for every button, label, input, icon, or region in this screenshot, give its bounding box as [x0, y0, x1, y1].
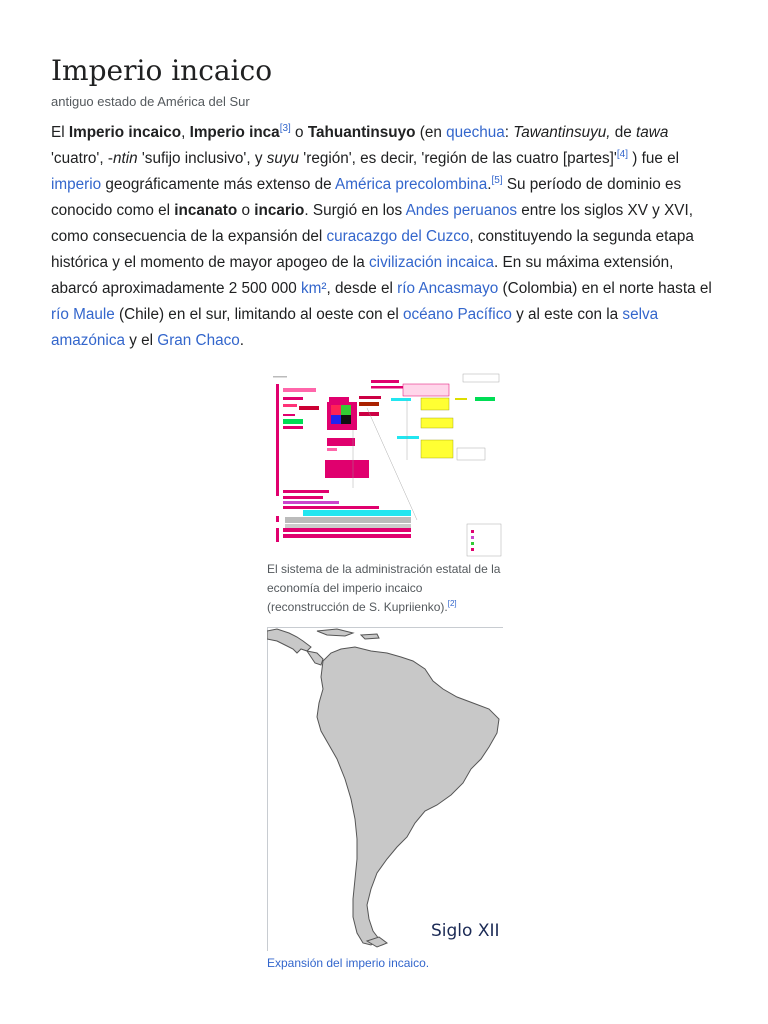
link-km2[interactable]: km² [301, 280, 327, 297]
map-caption: Expansión del imperio incaico. [267, 956, 430, 970]
ref-4-link[interactable]: [4] [616, 149, 628, 160]
link-america-precolombina[interactable]: América precolombina [335, 176, 488, 193]
link-oceano-pacifico[interactable]: océano Pacífico [403, 306, 512, 323]
intro-paragraph: El Imperio incaico, Imperio inca[3] o Tahuantinsuyo (en quechua: Tawantinsuyu, de tawa 'cuatro', -ntin 'sufijo inclusivo', y suyu 'región', es decir, 'región de las cuatro [partes]'[4] ) fue el imperio geográficamente más extenso de América precolombina.[5] Su período de dominio es conocido como el incanato o incario. Surgió en los Andes peruanos entre los siglos XV y XVI, como consecuencia de la expansión del curacazgo del Cuzco, constituyendo la segunda etapa histórica y el momento de mayor apogeo de la civilización incaica. En su máxima extensión, abarcó aproximadamente 2 500 000 km², desde el río Ancasmayo (Colombia) en el norte hasta el río Maule (Chile) en el sur, limitando al oeste con el océano Pacífico y al este con la selva amazónica y el Gran Chaco. [51, 123, 712, 349]
administration-diagram-image[interactable] [267, 370, 503, 558]
link-selva-amazonica[interactable]: selva amazónica [51, 306, 659, 349]
link-gran-chaco[interactable]: Gran Chaco [157, 332, 240, 349]
ref-3-link[interactable]: [3] [279, 123, 291, 134]
ref-5-link[interactable]: [5] [491, 175, 503, 186]
link-imperio[interactable]: imperio [51, 176, 102, 193]
ref-2-link[interactable]: [2] [447, 599, 457, 608]
link-curacazgo-cuzco[interactable]: curacazgo del Cuzco [326, 228, 470, 245]
link-andes-peruanos[interactable]: Andes peruanos [405, 202, 517, 219]
link-quechua[interactable]: quechua [446, 124, 505, 141]
page-subtitle: antiguo estado de América del Sur [51, 94, 250, 109]
link-rio-ancasmayo[interactable]: río Ancasmayo [397, 280, 499, 297]
map-century-label: Siglo XII [431, 921, 500, 941]
link-civilizacion-incaica[interactable]: civilización incaica [369, 254, 494, 271]
south-america-map[interactable] [267, 627, 503, 951]
diagram-caption: El sistema de la administración estatal de la economía del imperio incaico (reconstrucción de S. Kupriienko).[2] [267, 562, 501, 614]
page-title: Imperio incaico [51, 54, 273, 87]
link-rio-maule[interactable]: río Maule [51, 306, 115, 323]
